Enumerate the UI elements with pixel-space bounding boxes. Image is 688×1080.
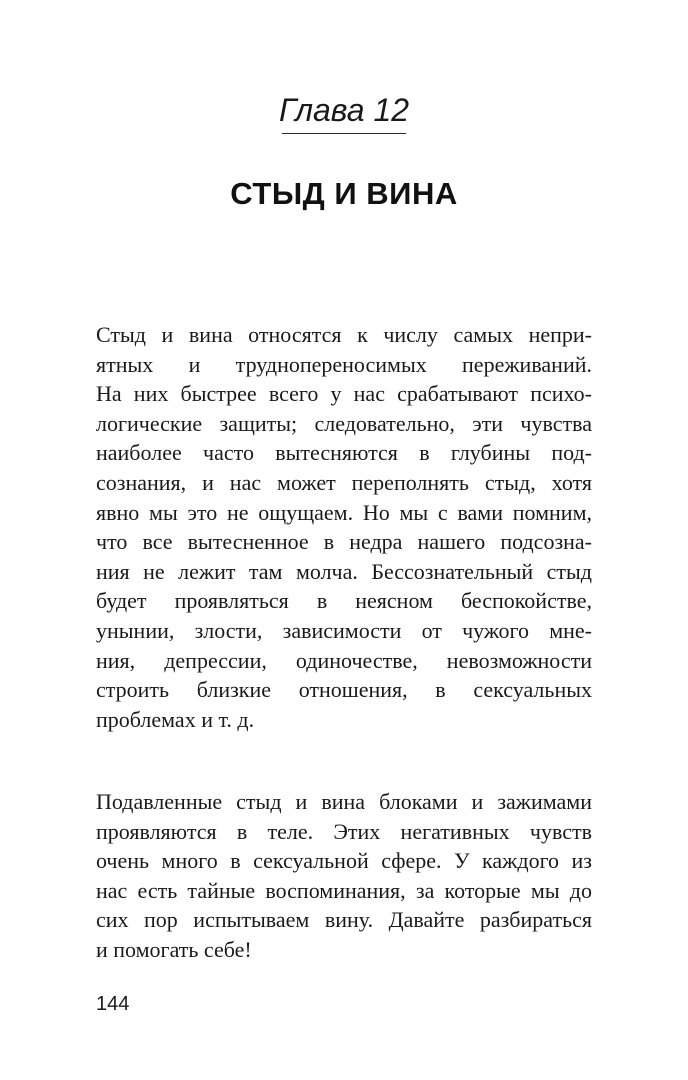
text-line: унынии, злости, зависимости от чужого мне- — [96, 617, 592, 643]
chapter-label: Глава 12 — [278, 92, 410, 128]
chapter-title: СТЫД И ВИНА — [230, 176, 458, 211]
text-line: и помогать себе! — [96, 936, 252, 962]
text-line: нас есть тайные воспоминания, за которые мы до — [96, 877, 592, 903]
chapter-underline — [282, 133, 406, 134]
text-line: логические защиты; следовательно, эти чувства — [96, 410, 592, 436]
text-line: ятных и труднопереносимых переживаний. — [96, 351, 592, 377]
text-line: Стыд и вина относятся к числу самых непри- — [96, 322, 592, 347]
text-line: сих пор испытываем вину. Давайте разбираться — [96, 907, 592, 933]
text-line: проблемах и т. д. — [96, 706, 255, 732]
text-line: проявляются в теле. Этих негативных чувств — [96, 818, 592, 844]
text-line: На них быстрее всего у нас срабатывают психо- — [96, 381, 592, 407]
text-line: очень много в сексуальной сфере. У каждого из — [96, 848, 592, 874]
text-line: будет проявляться в неясном беспокойстве, — [96, 588, 592, 614]
page-number: 144 — [96, 993, 130, 1015]
text-line: наиболее часто вытесняются в глубины под- — [96, 440, 592, 466]
text-line: строить близкие отношения, в сексуальных — [96, 677, 592, 703]
paragraph-1 — [96, 320, 592, 734]
text-line: ния, депрессии, одиночестве, невозможности — [96, 647, 592, 673]
text-line: явно мы это не ощущаем. Но мы с вами помним, — [96, 499, 592, 525]
paragraph-2 — [96, 787, 592, 965]
text-line: Подавленные стыд и вина блоками и зажимами — [96, 789, 592, 814]
text-line: ния не лежит там молча. Бессознательный стыд — [96, 558, 592, 584]
text-line: сознания, и нас может переполнять стыд, хотя — [96, 469, 592, 495]
text-line: что все вытесненное в недра нашего подсозна- — [96, 529, 592, 555]
